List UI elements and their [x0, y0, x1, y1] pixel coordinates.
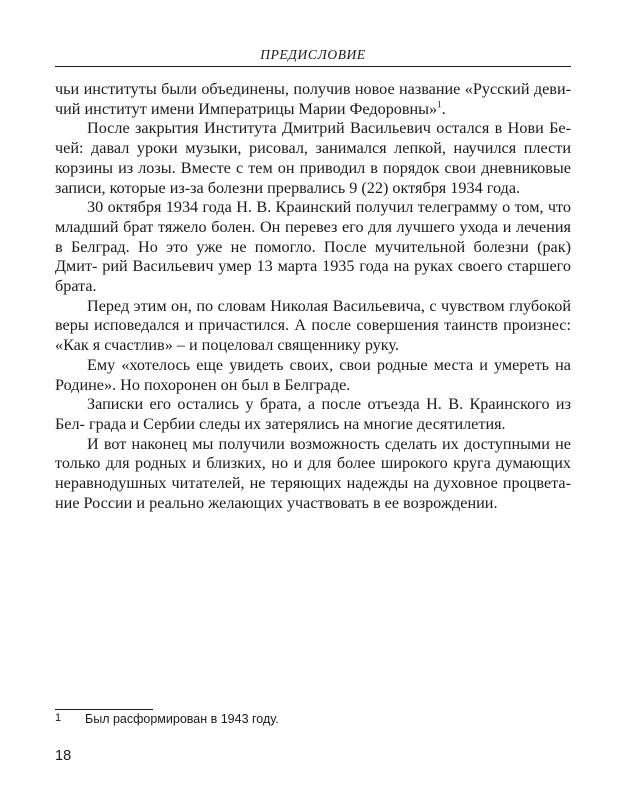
- footnote-reference: 1: [437, 99, 442, 110]
- page-number: 18: [55, 748, 72, 764]
- header-rule: [55, 66, 571, 67]
- body-text: [55, 80, 571, 513]
- running-head: ПРЕДИСЛОВИЕ: [260, 47, 366, 62]
- paragraph-2: После закрытия Института Дмитрий Васильевич остался в Нови Бе- чей: давал уроки музыки, рисовал, занимался лепкой, научился плести корзины из лозы. Вместе с тем он приводил в порядок свои дневниковые записи, которые из-за болезни прервались 9 (22) октября 1934 года.: [55, 119, 571, 197]
- footnote: [55, 711, 571, 728]
- paragraph-5: Ему «хотелось еще увидеть своих, свои родные места и умереть на Родине». Но похоронен он был в Белграде.: [55, 355, 571, 394]
- paragraph-4: Перед этим он, по словам Николая Васильевича, с чувством глубокой веры исповедался и причастился. А после совершения таинств произнес: «Как я счастлив» – и поцеловал священнику руку.: [55, 296, 571, 355]
- footnote-text: Был расформирован в 1943 году.: [85, 712, 279, 726]
- paragraph-7: И вот наконец мы получили возможность сделать их доступными не только для родных и близких, но и для более широкого круга думающих неравнодушных читателей, не теряющих надежды на духовное процвета- ние России и реально желающих участвовать в ее возрождении.: [55, 434, 571, 512]
- paragraph-1: чьи институты были объединены, получив новое название «Русский деви- чий институт имени Императрицы Марии Федоровны»$^1$.: [55, 80, 571, 118]
- paragraph-1-text: чьи институты были объединены, получив новое название «Русский деви- чий институт имени Императрицы Марии Федоровны»: [55, 80, 571, 118]
- footnote-number: 1: [55, 712, 62, 724]
- paragraph-6: Записки его остались у брата, а после отъезда Н. В. Краинского из Бел- града и Сербии следы их затерялись на многие десятилетия.: [55, 395, 571, 433]
- paragraph-3: 30 октября 1934 года Н. В. Краинский получил телеграмму о том, что младший брат тяжело болен. Он перевез его для лучшего ухода и лечения в Белград. Но это уже не помогло. После мучительной болезни (рак) Дмит- рий Васильевич умер 13 марта 1935 года на руках своего старшего брата.: [55, 198, 571, 296]
